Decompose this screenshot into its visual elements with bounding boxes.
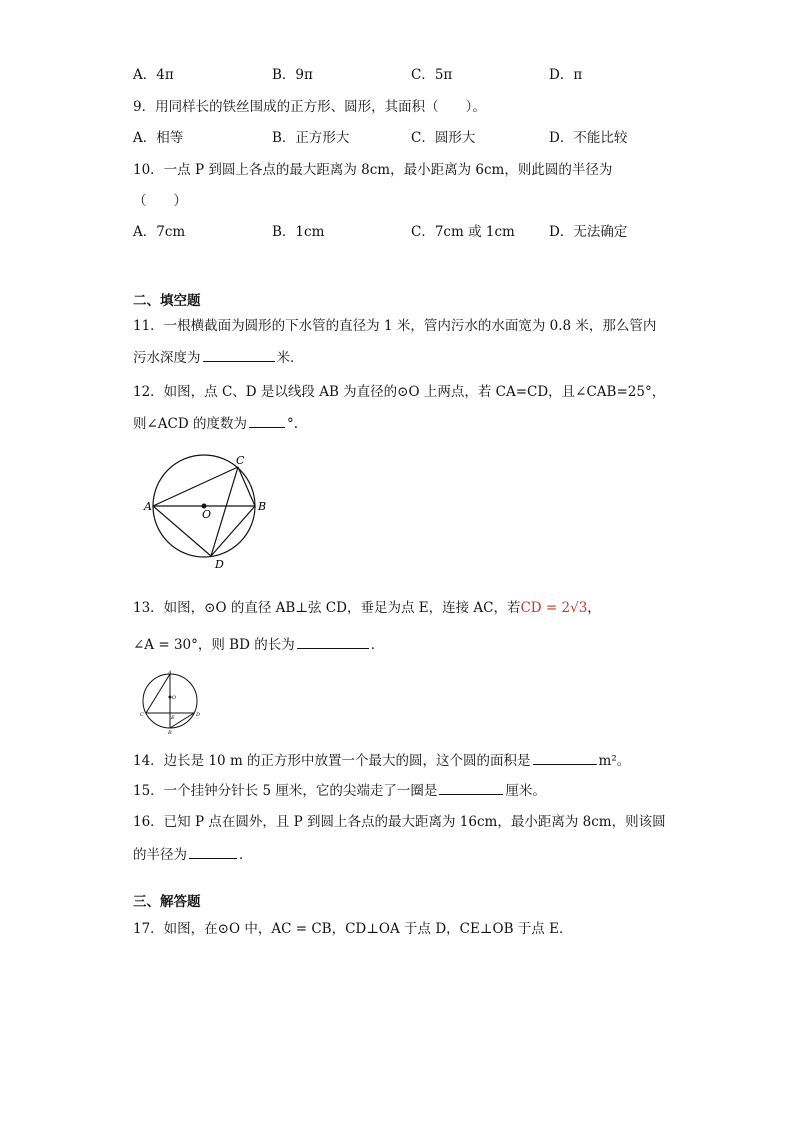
q9-stem: 9．用同样长的铁丝围成的正方形、圆形，其面积（ ）。 (133, 99, 486, 115)
q13-label-a: A (168, 670, 172, 676)
q9-option-b: B．正方形大 (272, 130, 350, 146)
q12-text-post: °. (287, 416, 299, 432)
q13-label-o: O (172, 695, 177, 701)
q13-label-c: C (140, 712, 144, 718)
q17-stem: 17．如图，在⊙O 中，AC = CB，CD⊥OA 于点 D，CE⊥OB 于点 E． (133, 921, 573, 937)
q13-answer-blank[interactable] (297, 634, 369, 649)
q12-line1: 12．如图，点 C、D 是以线段 AB 为直径的⊙O 上两点，若 CA=CD，且∠CAB=25°， (133, 384, 666, 400)
q13-given-cd: CD = 2√3 (520, 600, 588, 616)
q12-label-b: B (258, 500, 267, 513)
q9-option-a: A．相等 (133, 130, 184, 146)
q12-label-c: C (236, 454, 245, 467)
q15-text-post: 厘米。 (505, 783, 546, 799)
q13-label-b: B (168, 730, 172, 736)
q11-text-post: 米． (276, 350, 304, 366)
section-fill-blank-heading: 二、填空题 (133, 293, 201, 309)
q15-text-pre: 15．一个挂钟分针长 5 厘米，它的尖端走了一圈是 (133, 783, 438, 799)
q12-label-d: D (215, 558, 224, 571)
q10-stem-line2: （ ） (133, 193, 187, 209)
q8-option-a: A．4π (133, 67, 174, 83)
q10-option-b: B．1cm (272, 224, 325, 240)
q14-text-post: m²。 (598, 753, 631, 769)
q10-stem-line1: 10．一点 P 到圆上各点的最大距离为 8cm，最小距离为 6cm，则此圆的半径为 (133, 162, 613, 178)
q15-answer-blank[interactable] (439, 780, 503, 795)
q15-line (133, 780, 546, 800)
q12-answer-blank[interactable] (249, 413, 285, 428)
q13-text-post: ， (587, 600, 601, 616)
q12-text-pre: 则∠ACD 的度数为 (133, 416, 248, 432)
q16-answer-blank[interactable] (189, 844, 237, 859)
q11-line1: 11．一根横截面为圆形的下水管的直径为 1 米，管内污水的水面宽为 0.8 米，那么管内 (133, 318, 657, 334)
q13-line2-post: ． (370, 637, 385, 653)
q13-label-d: D (196, 712, 201, 718)
q10-option-c: C．7cm 或 1cm (411, 224, 515, 240)
q14-text-pre: 14．边长是 10 m 的正方形中放置一个最大的圆，这个圆的面积是 (133, 753, 531, 769)
q10-option-a: A．7cm (133, 224, 186, 240)
q16-line1: 16．已知 P 点在圆外，且 P 到圆上各点的最大距离为 16cm，最小距离为 8cm，则该圆 (133, 814, 666, 830)
section-solution-heading: 三、解答题 (133, 894, 201, 910)
q8-option-d: D．π (549, 67, 583, 83)
q11-text-pre: 污水深度为 (133, 350, 201, 366)
q13-circle-figure (138, 668, 204, 736)
q12-line2 (133, 413, 298, 433)
q9-option-c: C．圆形大 (411, 130, 476, 146)
q12-label-o: O (202, 508, 212, 521)
q13-line1 (133, 599, 601, 617)
q16-text-post: ． (239, 847, 253, 863)
q8-option-c: C．5π (411, 67, 453, 83)
q14-answer-blank[interactable] (533, 750, 597, 765)
q13-line2 (133, 634, 384, 654)
q10-option-d: D．无法确定 (549, 224, 628, 240)
q11-answer-blank[interactable] (203, 347, 275, 362)
q13-text-pre: 13．如图，⊙O 的直径 AB⊥弦 CD，垂足为点 E，连接 AC，若 (133, 600, 521, 616)
q9-option-d: D．不能比较 (549, 130, 628, 146)
q12-circle-figure (140, 450, 270, 575)
q8-option-b: B．9π (272, 67, 313, 83)
q13-label-e: E (171, 715, 175, 721)
q16-line2 (133, 844, 253, 864)
q11-line2 (133, 347, 304, 367)
q14-line (133, 750, 630, 770)
q16-text-pre: 的半径为 (133, 847, 187, 863)
q13-line2-pre: ∠A = 30°，则 BD 的长为 (133, 637, 295, 653)
q12-label-a: A (144, 500, 152, 513)
